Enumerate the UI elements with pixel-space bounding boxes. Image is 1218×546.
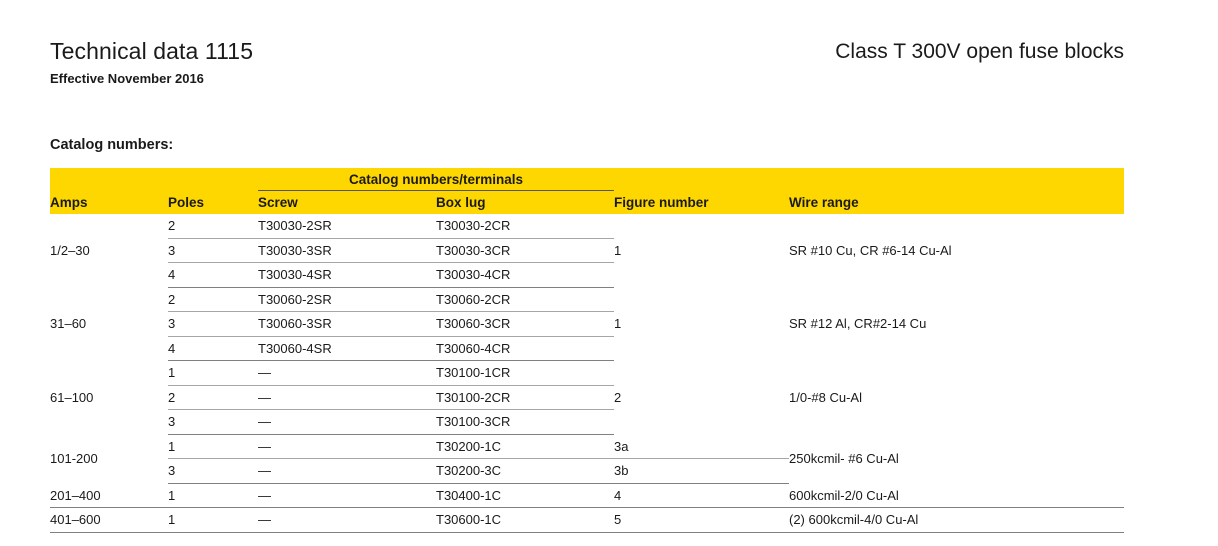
cell-screw: T30060-2SR: [258, 287, 436, 312]
table-row: [50, 287, 1124, 312]
table-row: [50, 361, 1124, 386]
cell-figure-number: 2: [614, 389, 622, 405]
cell-poles: 3: [168, 410, 258, 435]
cell-screw: —: [258, 483, 436, 508]
page-subtitle: Effective November 2016: [50, 71, 204, 87]
cell-figure-number: 1: [614, 243, 622, 258]
cell-poles: 3: [168, 238, 258, 263]
cell-wire-range: (2) 600kcmil-4/0 Cu-Al: [789, 508, 1124, 533]
document-header: [50, 38, 1124, 86]
cell-poles: 1: [168, 508, 258, 533]
cell-screw: T30060-4SR: [258, 336, 436, 361]
section-title: Catalog numbers:: [50, 137, 174, 153]
cell-amps: 1/2–30: [50, 243, 90, 258]
group-header-spacer-figure: [614, 168, 789, 191]
cell-poles: 4: [168, 336, 258, 361]
header-right-title: Class T 300V open fuse blocks: [835, 40, 1124, 63]
cell-box-lug: T30060-4CR: [436, 336, 614, 361]
catalog-numbers-table: [50, 168, 1124, 533]
cell-wire-range: SR #10 Cu, CR #6-14 Cu-Al: [789, 243, 952, 258]
cell-poles: 1: [168, 361, 258, 386]
cell-amps: 201–400: [50, 483, 168, 508]
column-header-amps: Amps: [50, 191, 168, 215]
cell-screw: —: [258, 410, 436, 435]
table-row: [50, 483, 1124, 508]
column-header-screw: Screw: [258, 191, 436, 215]
cell-box-lug: T30030-4CR: [436, 263, 614, 288]
column-header-box-lug: Box lug: [436, 191, 614, 215]
cell-poles: 1: [168, 483, 258, 508]
column-header-figure-number: Figure number: [614, 191, 789, 215]
cell-amps: 61–100: [50, 389, 94, 405]
cell-screw: —: [258, 459, 436, 484]
cell-figure-number: 5: [614, 508, 789, 533]
cell-wire-range: 600kcmil-2/0 Cu-Al: [789, 483, 1124, 508]
cell-poles: 2: [168, 385, 258, 410]
cell-wire-range: 250kcmil- #6 Cu-Al: [789, 451, 899, 466]
cell-box-lug: T30100-3CR: [436, 410, 614, 435]
group-header-spacer-amps: [50, 168, 168, 191]
cell-box-lug: T30100-2CR: [436, 385, 614, 410]
table-row: [50, 434, 1124, 459]
cell-box-lug: T30060-3CR: [436, 312, 614, 337]
column-header-wire-range: Wire range: [789, 191, 1124, 215]
table-group-header-row: [50, 168, 1124, 191]
cell-screw: T30030-2SR: [258, 214, 436, 238]
table-header-row: [50, 191, 1124, 215]
cell-figure-number: 4: [614, 483, 789, 508]
cell-screw: —: [258, 434, 436, 459]
cell-box-lug: T30200-3C: [436, 459, 614, 484]
cell-screw: T30030-4SR: [258, 263, 436, 288]
cell-screw: T30030-3SR: [258, 238, 436, 263]
header-left: [50, 38, 253, 86]
cell-box-lug: T30030-2CR: [436, 214, 614, 238]
cell-box-lug: T30400-1C: [436, 483, 614, 508]
group-header-catalog-terminals: Catalog numbers/terminals: [258, 168, 614, 191]
table-row: [50, 508, 1124, 533]
cell-poles: 4: [168, 263, 258, 288]
cell-amps: 101-200: [50, 451, 98, 466]
cell-figure-number: 1: [614, 316, 622, 332]
cell-box-lug: T30100-1CR: [436, 361, 614, 386]
cell-screw: —: [258, 361, 436, 386]
cell-poles: 2: [168, 214, 258, 238]
group-header-spacer-poles: [168, 168, 258, 191]
cell-figure-number: 3a: [614, 434, 789, 459]
table-row: [50, 214, 1124, 238]
cell-box-lug: T30060-2CR: [436, 287, 614, 312]
cell-screw: T30060-3SR: [258, 312, 436, 337]
cell-poles: 1: [168, 434, 258, 459]
page-title: Technical data 1115: [50, 38, 254, 64]
cell-poles: 3: [168, 312, 258, 337]
column-header-poles: Poles: [168, 191, 258, 215]
cell-box-lug: T30030-3CR: [436, 238, 614, 263]
cell-wire-range: SR #12 Al, CR#2-14 Cu: [789, 316, 927, 332]
cell-poles: 2: [168, 287, 258, 312]
cell-wire-range: 1/0-#8 Cu-Al: [789, 389, 862, 405]
group-header-spacer-wire: [789, 168, 1124, 191]
cell-box-lug: T30600-1C: [436, 508, 614, 533]
cell-box-lug: T30200-1C: [436, 434, 614, 459]
cell-amps: 401–600: [50, 508, 168, 533]
cell-screw: —: [258, 385, 436, 410]
cell-screw: —: [258, 508, 436, 533]
cell-figure-number: 3b: [614, 459, 789, 484]
cell-poles: 3: [168, 459, 258, 484]
cell-amps: 31–60: [50, 316, 87, 332]
